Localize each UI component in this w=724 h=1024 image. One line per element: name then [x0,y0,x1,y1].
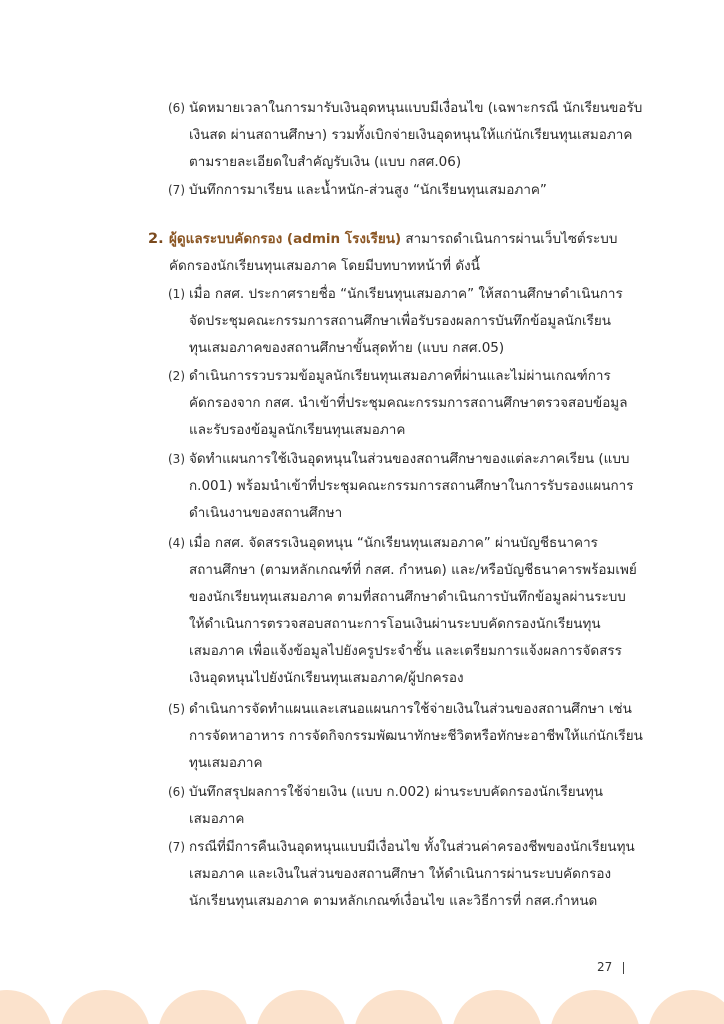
item-line: ทุนเสมอภาคของสถานศึกษาขั้นสุดท้าย (แบบ กสศ.05) [189,340,505,356]
item-number: (6) [168,785,185,799]
section-line-1 [169,226,617,253]
item-line: เสมอภาค เพื่อแจ้งข้อมูลไปยังครูประจำชั้น และเตรียมการแจ้งผลการจัดสรร [189,643,622,659]
item-number: (2) [168,369,185,383]
decorative-circle [256,990,346,1024]
item-line: ดำเนินการรวบรวมข้อมูลนักเรียนทุนเสมอภาคที่ผ่านและไม่ผ่านเกณฑ์การ [189,368,611,384]
decorative-circle [354,990,444,1024]
item-line: บันทึกสรุปผลการใช้จ่ายเงิน (แบบ ก.002) ผ่านระบบคัดกรองนักเรียนทุน [189,784,604,800]
page-number-divider [623,962,624,974]
page-number: 27 [597,960,613,974]
item-number: (5) [168,702,185,716]
decorative-circle [0,990,52,1024]
item-line: เมื่อ กสศ. ประกาศรายชื่อ “นักเรียนทุนเสมอภาค” ให้สถานศึกษาดำเนินการ [189,286,623,302]
item-line: เมื่อ กสศ. จัดสรรเงินอุดหนุน “นักเรียนทุนเสมอภาค” ผ่านบัญชีธนาคาร [189,535,598,551]
decorative-circle [158,990,248,1024]
decorative-circle [550,990,640,1024]
section-number: 2. [148,231,164,247]
item-line: เสมอภาค และเงินในส่วนของสถานศึกษา ให้ดำเนินการผ่านระบบคัดกรอง [189,866,612,882]
item-line: จัดประชุมคณะกรรมการสถานศึกษาเพื่อรับรองผลการบันทึกข้อมูลนักเรียน [189,313,612,329]
item-line: และรับรองข้อมูลนักเรียนทุนเสมอภาค [189,422,406,438]
item-number: (1) [168,287,185,301]
decorative-circle [648,990,724,1024]
item-line: เสมอภาค [189,811,245,827]
item-number: (6) [168,101,185,115]
item-line: ของนักเรียนทุนเสมอภาค ตามที่สถานศึกษาดำเนินการบันทึกข้อมูลผ่านระบบ [189,589,626,605]
item-line: คัดกรองจาก กสศ. นำเข้าที่ประชุมคณะกรรมการสถานศึกษาตรวจสอบข้อมูล [189,395,628,411]
item-line: เงินอุดหนุนไปยังนักเรียนทุนเสมอภาค/ผู้ปกครอง [189,670,464,686]
section-line-2: คัดกรองนักเรียนทุนเสมอภาค โดยมีบทบาทหน้าที่ ดังนี้ [169,258,480,274]
item-line: ตามรายละเอียดใบสำคัญรับเงิน (แบบ กสศ.06) [189,154,462,170]
item-line: จัดทำแผนการใช้เงินอุดหนุนในส่วนของสถานศึกษาของแต่ละภาคเรียน (แบบ [189,451,630,467]
section-highlight: ผู้ดูแลระบบคัดกรอง (admin โรงเรียน) [169,231,402,247]
item-line: ให้ดำเนินการตรวจสอบสถานะการโอนเงินผ่านระบบคัดกรองนักเรียนทุน [189,616,601,632]
decorative-circle [60,990,150,1024]
item-line: การจัดหาอาหาร การจัดกิจกรรมพัฒนาทักษะชีวิตหรือทักษะอาชีพให้แก่นักเรียน [189,728,643,744]
item-line: เงินสด ผ่านสถานศึกษา) รวมทั้งเบิกจ่ายเงินอุดหนุนให้แก่นักเรียนทุนเสมอภาค [189,127,633,143]
item-line: ดำเนินงานของสถานศึกษา [189,505,343,521]
item-line: ทุนเสมอภาค [189,755,263,771]
item-line: นักเรียนทุนเสมอภาค ตามหลักเกณฑ์เงื่อนไข และวิธีการที่ กสศ.กำหนด [189,893,598,909]
item-line: ดำเนินการจัดทำแผนและเสนอแผนการใช้จ่ายเงินในส่วนของสถานศึกษา เช่น [189,701,632,717]
section-line1-rest: สามารถดำเนินการผ่านเว็บไซต์ระบบ [401,231,618,247]
item-number: (7) [168,840,185,854]
item-number: (3) [168,452,185,466]
item-number: (4) [168,536,185,550]
item-line: กรณีที่มีการคืนเงินอุดหนุนแบบมีเงื่อนไข ทั้งในส่วนค่าครองชีพของนักเรียนทุน [189,839,635,855]
decorative-circle [452,990,542,1024]
item-number: (7) [168,183,185,197]
item-line: นัดหมายเวลาในการมารับเงินอุดหนุนแบบมีเงื่อนไข (เฉพาะกรณี นักเรียนขอรับ [189,100,643,116]
item-line: ก.001) พร้อมนำเข้าที่ประชุมคณะกรรมการสถานศึกษาในการรับรองแผนการ [189,478,634,494]
item-line: บันทึกการมาเรียน และน้ำหนัก-ส่วนสูง “นักเรียนทุนเสมอภาค” [189,182,547,198]
footer-decoration [0,990,724,1024]
item-line: สถานศึกษา (ตามหลักเกณฑ์ที่ กสศ. กำหนด) และ/หรือบัญชีธนาคารพร้อมเพย์ [189,562,637,578]
